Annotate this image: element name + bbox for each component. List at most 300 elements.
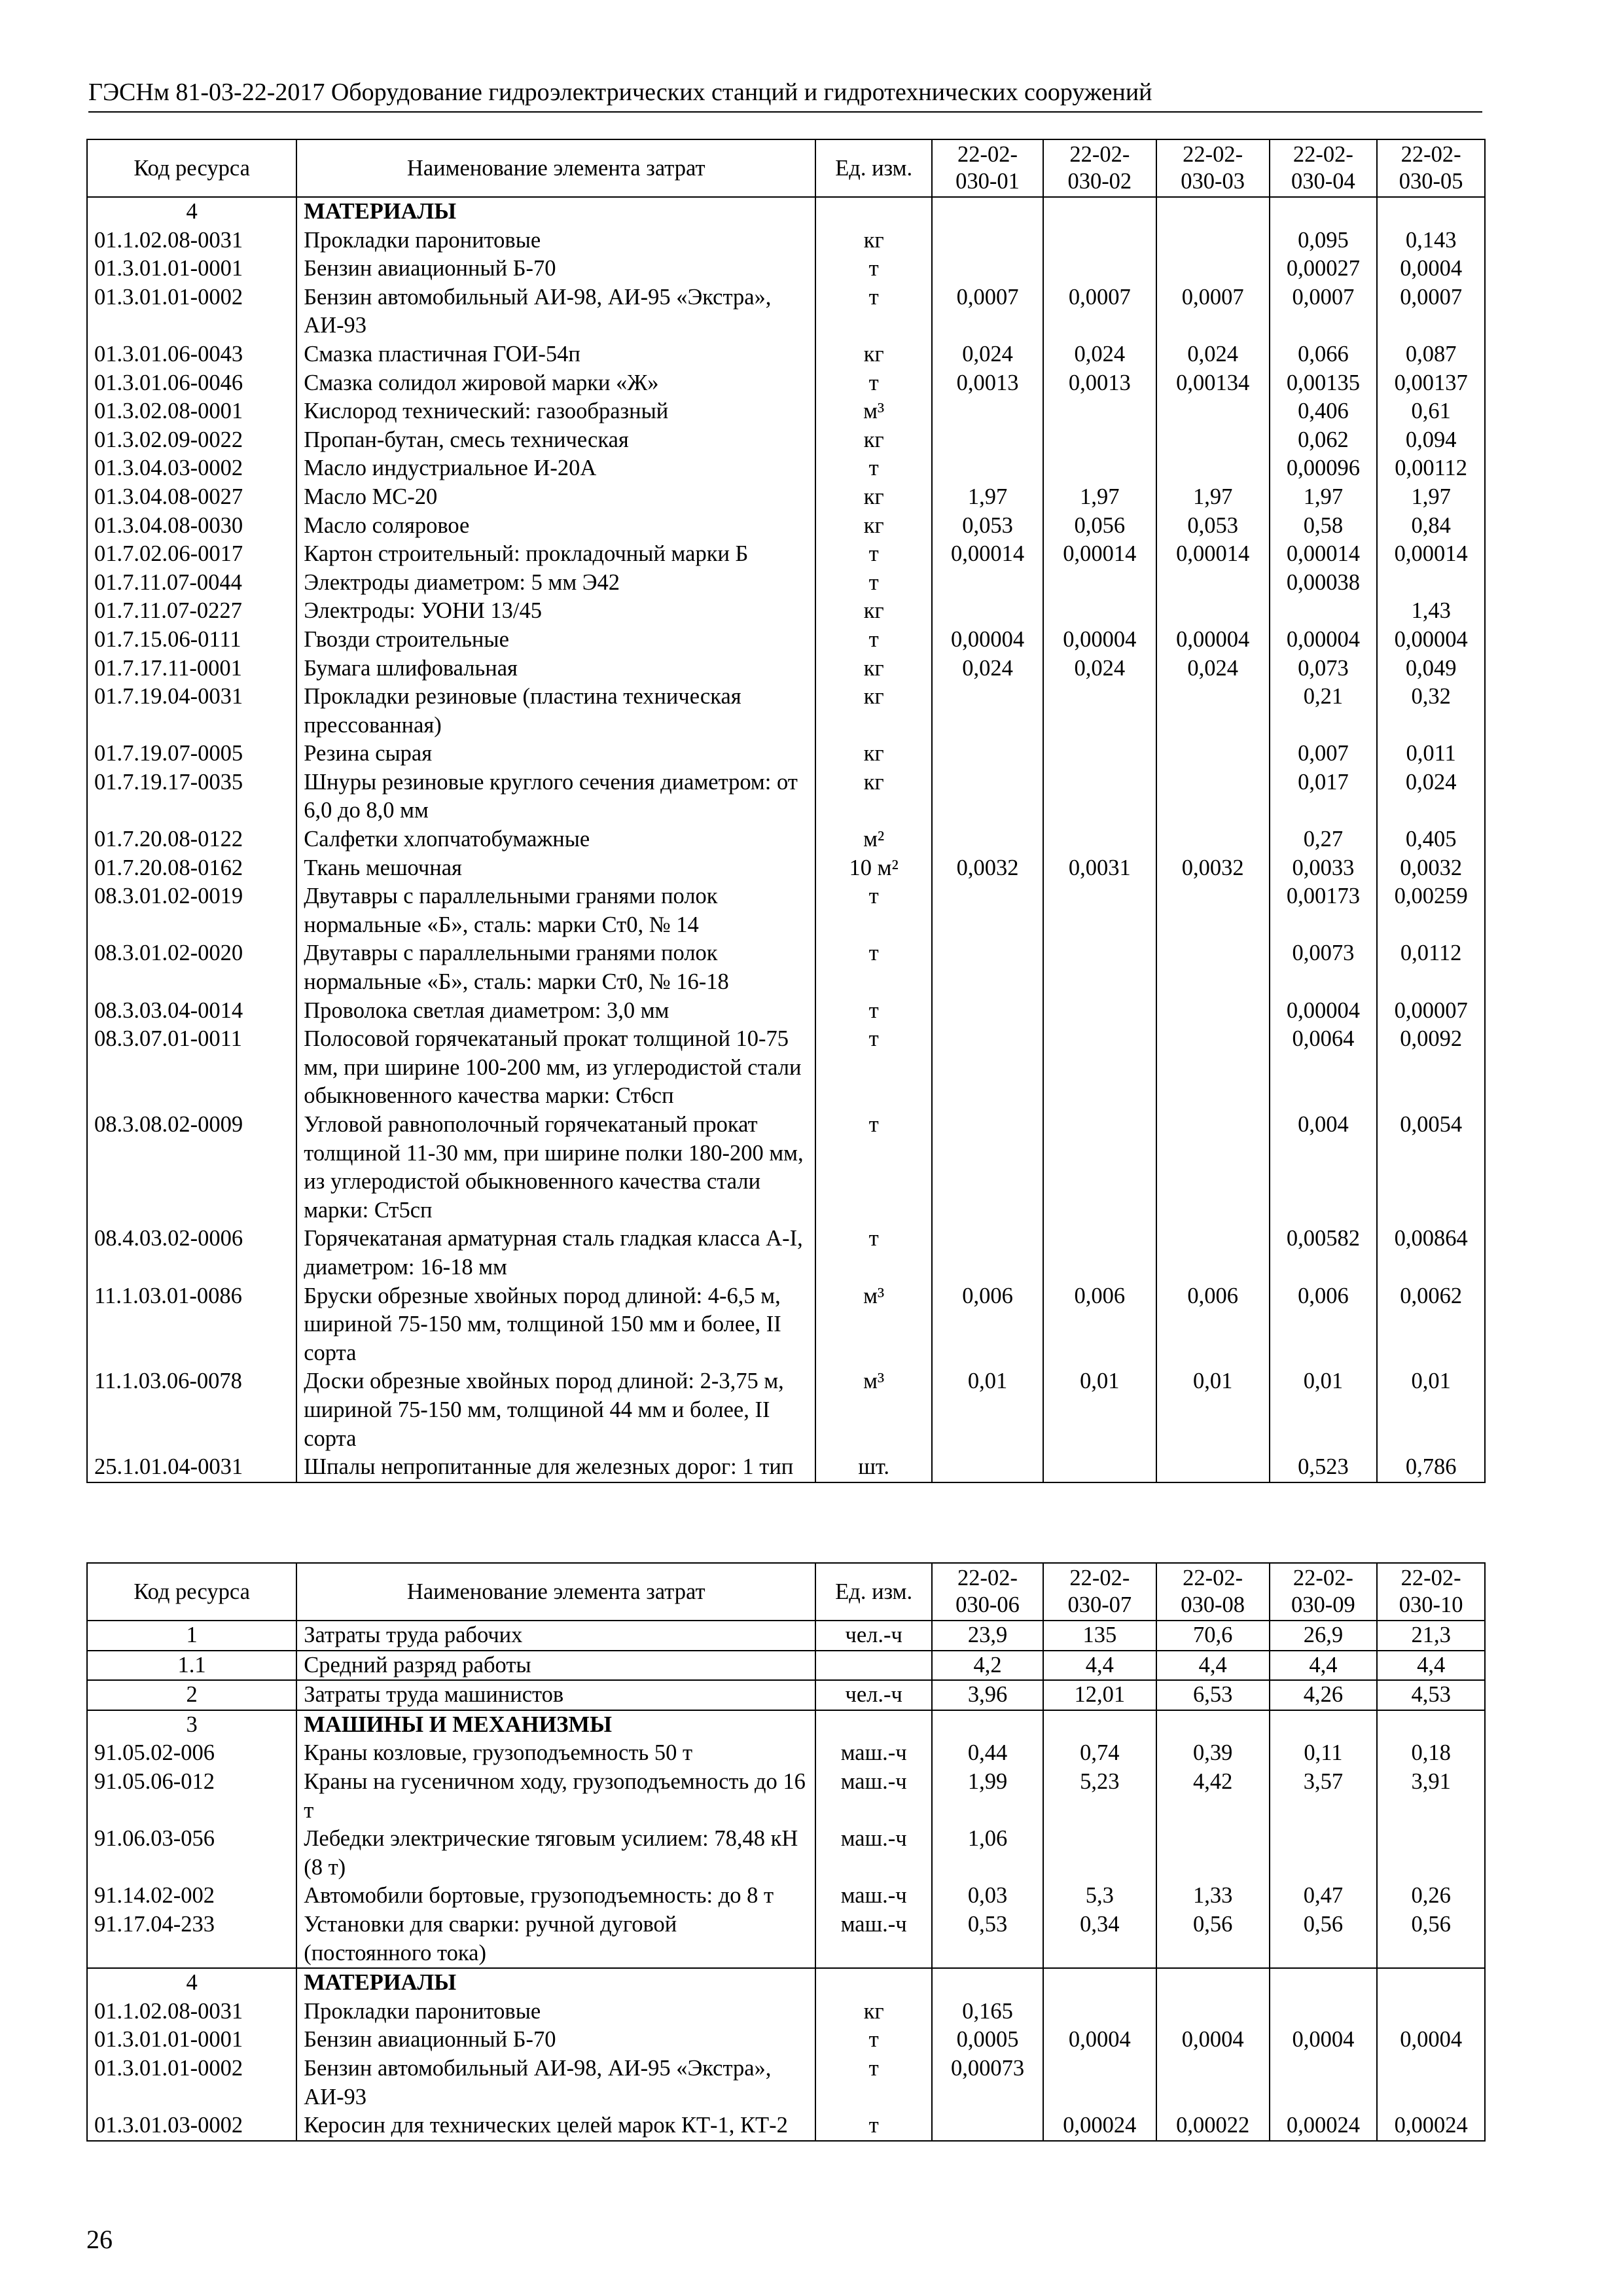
table-row: [87, 655, 1485, 683]
value-cell: 0,0004: [1156, 2026, 1270, 2054]
value-cell: [1043, 397, 1156, 426]
resource-code: 01.7.11.07-0227: [87, 597, 296, 626]
value-cell: 1,97: [932, 483, 1043, 512]
table-row: [87, 1111, 1485, 1225]
value-cell: [1156, 768, 1270, 825]
table-row: [87, 854, 1485, 883]
resource-code: 01.3.04.08-0027: [87, 483, 296, 512]
column-header: Ед. изм.: [815, 1563, 932, 1621]
value-cell: 0,00004: [932, 626, 1043, 655]
resource-name: Прокладки паронитовые: [296, 1998, 815, 2026]
unit-cell: кг: [815, 340, 932, 369]
resource-name: Керосин для технических целей марок КТ-1, КТ-2: [296, 2111, 815, 2141]
value-cell: 0,18: [1377, 1739, 1485, 1768]
value-cell: 0,0062: [1377, 1282, 1485, 1368]
value-cell: [932, 597, 1043, 626]
value-cell: [1156, 2054, 1270, 2111]
table-row: [87, 340, 1485, 369]
unit-cell: т: [815, 283, 932, 340]
resource-code: 01.3.01.01-0002: [87, 283, 296, 340]
value-cell: [1043, 825, 1156, 854]
resource-name: Гвозди строительные: [296, 626, 815, 655]
value-cell: 5,23: [1043, 1768, 1156, 1825]
resource-code: 01.7.20.08-0122: [87, 825, 296, 854]
resource-name: Электроды диаметром: 5 мм Э42: [296, 569, 815, 598]
unit-cell: т: [815, 369, 932, 398]
value-cell: 1,97: [1043, 483, 1156, 512]
unit-cell: т: [815, 540, 932, 569]
resource-name: Двутавры с параллельными гранями полок нормальные «Б», сталь: марки Ст0, № 16-18: [296, 939, 815, 996]
unit-cell: маш.-ч: [815, 1882, 932, 1910]
column-header: 22-02-030-04: [1270, 139, 1378, 197]
table-row: [87, 1825, 1485, 1882]
value-cell: 0,024: [1043, 340, 1156, 369]
value-cell: [1156, 569, 1270, 598]
column-header: 22-02-030-01: [932, 139, 1043, 197]
value-cell: [1270, 597, 1378, 626]
resource-name: Бензин авиационный Б-70: [296, 255, 815, 283]
resource-name: Бензин автомобильный АИ-98, АИ-95 «Экстра», АИ-93: [296, 2054, 815, 2111]
value-cell: 1,97: [1377, 483, 1485, 512]
value-cell: 0,0007: [1377, 283, 1485, 340]
value-cell: [1043, 1025, 1156, 1111]
value-cell: [1270, 1998, 1378, 2026]
value-cell: 0,087: [1377, 340, 1485, 369]
section-row: [87, 1651, 1485, 1681]
value-cell: 0,58: [1270, 512, 1378, 541]
value-cell: [1043, 1998, 1156, 2026]
value-cell: [1377, 2054, 1485, 2111]
value-cell: 0,0054: [1377, 1111, 1485, 1225]
page-number: 26: [86, 2225, 113, 2254]
resource-name: Угловой равнополочный горячекатаный прокат толщиной 11-30 мм, при ширине полки 180-200 мм, из углеродистой обыкновенного качества стали марки: Ст5сп: [296, 1111, 815, 1225]
value-cell: [1043, 454, 1156, 483]
value-cell: [1156, 683, 1270, 740]
value-cell: 0,0032: [932, 854, 1043, 883]
table-row: [87, 2054, 1485, 2111]
column-header: 22-02-030-06: [932, 1563, 1043, 1621]
value-cell: 0,01: [1270, 1367, 1378, 1453]
resource-code: 01.7.15.06-0111: [87, 626, 296, 655]
table-row: [87, 483, 1485, 512]
value-cell: [1043, 1825, 1156, 1882]
value-cell: 1,97: [1156, 483, 1270, 512]
value-cell: 4,53: [1377, 1680, 1485, 1710]
value-cell: 0,066: [1270, 340, 1378, 369]
value-cell: [1377, 1825, 1485, 1882]
table-row: [87, 882, 1485, 939]
value-cell: 0,00014: [1043, 540, 1156, 569]
unit-cell: чел.-ч: [815, 1680, 932, 1710]
value-cell: [1043, 226, 1156, 255]
value-cell: 0,0007: [1156, 283, 1270, 340]
unit-cell: т: [815, 2026, 932, 2054]
resource-name: Смазка пластичная ГОИ-54п: [296, 340, 815, 369]
table-row: [87, 512, 1485, 541]
value-cell: 0,0092: [1377, 1025, 1485, 1111]
value-cell: [932, 1453, 1043, 1482]
value-cell: 0,053: [1156, 512, 1270, 541]
value-cell: [932, 740, 1043, 768]
unit-cell: кг: [815, 512, 932, 541]
resource-name: Смазка солидол жировой марки «Ж»: [296, 369, 815, 398]
resource-name: Шнуры резиновые круглого сечения диаметром: от 6,0 до 8,0 мм: [296, 768, 815, 825]
value-cell: [932, 1968, 1043, 1998]
table-row: [87, 426, 1485, 455]
unit-cell: м³: [815, 397, 932, 426]
value-cell: 0,00173: [1270, 882, 1378, 939]
value-cell: [932, 569, 1043, 598]
resource-code: 08.3.08.02-0009: [87, 1111, 296, 1225]
resource-code: 08.4.03.02-0006: [87, 1225, 296, 1282]
section-row: [87, 1710, 1485, 1740]
value-cell: 0,405: [1377, 825, 1485, 854]
value-cell: 0,27: [1270, 825, 1378, 854]
value-cell: [932, 426, 1043, 455]
value-cell: 0,00112: [1377, 454, 1485, 483]
value-cell: 4,2: [932, 1651, 1043, 1681]
value-cell: [1270, 1710, 1378, 1740]
value-cell: 135: [1043, 1621, 1156, 1651]
resource-name: Электроды: УОНИ 13/45: [296, 597, 815, 626]
resource-code: 01.7.20.08-0162: [87, 854, 296, 883]
column-header: 22-02-030-08: [1156, 1563, 1270, 1621]
value-cell: [1270, 1968, 1378, 1998]
value-cell: [1156, 1025, 1270, 1111]
value-cell: [1156, 1710, 1270, 1740]
value-cell: [1377, 197, 1485, 226]
section-row: [87, 1621, 1485, 1651]
value-cell: 12,01: [1043, 1680, 1156, 1710]
resource-code: 91.17.04-233: [87, 1910, 296, 1968]
table-row: [87, 626, 1485, 655]
value-cell: 0,024: [1377, 768, 1485, 825]
value-cell: [932, 825, 1043, 854]
value-cell: 23,9: [932, 1621, 1043, 1651]
resource-code: 01.7.11.07-0044: [87, 569, 296, 598]
value-cell: 0,0064: [1270, 1025, 1378, 1111]
resource-name: Ткань мешочная: [296, 854, 815, 883]
value-cell: 0,004: [1270, 1111, 1378, 1225]
value-cell: [1270, 1825, 1378, 1882]
value-cell: 0,007: [1270, 740, 1378, 768]
value-cell: 0,165: [932, 1998, 1043, 2026]
value-cell: [1043, 1968, 1156, 1998]
unit-cell: [815, 1968, 932, 1998]
resource-name: Установки для сварки: ручной дуговой (постоянного тока): [296, 1910, 815, 1968]
value-cell: 4,26: [1270, 1680, 1378, 1710]
value-cell: 0,024: [932, 655, 1043, 683]
table-row: [87, 1367, 1485, 1453]
value-cell: 4,4: [1377, 1651, 1485, 1681]
table-row: [87, 997, 1485, 1026]
value-cell: 0,00134: [1156, 369, 1270, 398]
resource-code: 4: [87, 1968, 296, 1998]
value-cell: 0,0004: [1377, 2026, 1485, 2054]
value-cell: 0,01: [1156, 1367, 1270, 1453]
value-cell: 0,26: [1377, 1882, 1485, 1910]
value-cell: [1377, 1998, 1485, 2026]
value-cell: 0,00004: [1270, 997, 1378, 1026]
value-cell: 4,4: [1270, 1651, 1378, 1681]
value-cell: [932, 768, 1043, 825]
value-cell: 0,00014: [1156, 540, 1270, 569]
value-cell: 0,00137: [1377, 369, 1485, 398]
value-cell: [1043, 426, 1156, 455]
value-cell: [1043, 1710, 1156, 1740]
resource-name: Двутавры с параллельными гранями полок нормальные «Б», сталь: марки Ст0, № 14: [296, 882, 815, 939]
value-cell: [1043, 2054, 1156, 2111]
resource-code: 01.7.02.06-0017: [87, 540, 296, 569]
resource-code: 08.3.01.02-0020: [87, 939, 296, 996]
value-cell: 0,74: [1043, 1739, 1156, 1768]
table-row: [87, 1225, 1485, 1282]
unit-cell: т: [815, 569, 932, 598]
value-cell: 0,00582: [1270, 1225, 1378, 1282]
resource-table-2: [86, 1562, 1486, 2142]
value-cell: 0,094: [1377, 426, 1485, 455]
resource-name: Шпалы непропитанные для железных дорог: 1 тип: [296, 1453, 815, 1482]
value-cell: 0,00024: [1377, 2111, 1485, 2141]
resource-name: Бензин авиационный Б-70: [296, 2026, 815, 2054]
table-row: [87, 540, 1485, 569]
resource-name: Салфетки хлопчатобумажные: [296, 825, 815, 854]
section-row: [87, 1680, 1485, 1710]
value-cell: 0,34: [1043, 1910, 1156, 1968]
unit-cell: т: [815, 1225, 932, 1282]
page-header: ГЭСНм 81-03-22-2017 Оборудование гидроэлектрических станций и гидротехнических сооружений: [88, 77, 1482, 113]
table-row: [87, 397, 1485, 426]
value-cell: 0,0033: [1270, 854, 1378, 883]
unit-cell: т: [815, 882, 932, 939]
value-cell: [1156, 397, 1270, 426]
value-cell: 0,00022: [1156, 2111, 1270, 2141]
value-cell: 0,0073: [1270, 939, 1378, 996]
value-cell: 0,024: [1156, 655, 1270, 683]
value-cell: [1377, 1968, 1485, 1998]
table-row: [87, 255, 1485, 283]
table-row: [87, 2026, 1485, 2054]
resource-code: 91.05.02-006: [87, 1739, 296, 1768]
resource-code: 08.3.03.04-0014: [87, 997, 296, 1026]
unit-cell: т: [815, 939, 932, 996]
value-cell: 0,006: [1270, 1282, 1378, 1368]
table-row: [87, 369, 1485, 398]
value-cell: 0,11: [1270, 1739, 1378, 1768]
value-cell: [1377, 569, 1485, 598]
resource-name: Бензин автомобильный АИ-98, АИ-95 «Экстра», АИ-93: [296, 283, 815, 340]
resource-code: 01.3.02.09-0022: [87, 426, 296, 455]
column-header: Наименование элемента затрат: [296, 139, 815, 197]
resource-name: Масло индустриальное И-20А: [296, 454, 815, 483]
value-cell: 0,0007: [932, 283, 1043, 340]
unit-cell: кг: [815, 740, 932, 768]
resource-name: Проволока светлая диаметром: 3,0 мм: [296, 997, 815, 1026]
value-cell: [1043, 197, 1156, 226]
value-cell: 1,43: [1377, 597, 1485, 626]
resource-name: Кислород технический: газообразный: [296, 397, 815, 426]
value-cell: [1043, 255, 1156, 283]
value-cell: [932, 997, 1043, 1026]
value-cell: 0,056: [1043, 512, 1156, 541]
value-cell: 0,32: [1377, 683, 1485, 740]
unit-cell: маш.-ч: [815, 1739, 932, 1768]
value-cell: 0,00004: [1043, 626, 1156, 655]
table-row: [87, 1768, 1485, 1825]
value-cell: 0,39: [1156, 1739, 1270, 1768]
value-cell: 4,4: [1043, 1651, 1156, 1681]
resource-name: Картон строительный: прокладочный марки Б: [296, 540, 815, 569]
unit-cell: т: [815, 1111, 932, 1225]
resource-name: Доски обрезные хвойных пород длиной: 2-3,75 м, шириной 75-150 мм, толщиной 44 мм и более, II сорта: [296, 1367, 815, 1453]
resource-code: 08.3.01.02-0019: [87, 882, 296, 939]
value-cell: [1156, 1968, 1270, 1998]
value-cell: [1156, 226, 1270, 255]
resource-name: МАТЕРИАЛЫ: [296, 1968, 815, 1998]
unit-cell: т: [815, 2054, 932, 2111]
unit-cell: маш.-ч: [815, 1825, 932, 1882]
value-cell: 0,00004: [1156, 626, 1270, 655]
value-cell: 0,00024: [1270, 2111, 1378, 2141]
unit-cell: м²: [815, 825, 932, 854]
column-header: 22-02-030-07: [1043, 1563, 1156, 1621]
value-cell: [1156, 939, 1270, 996]
value-cell: 0,00014: [1377, 540, 1485, 569]
value-cell: 0,049: [1377, 655, 1485, 683]
value-cell: 0,053: [932, 512, 1043, 541]
resource-code: 01.3.01.01-0002: [87, 2054, 296, 2111]
value-cell: [1156, 255, 1270, 283]
value-cell: 0,47: [1270, 1882, 1378, 1910]
value-cell: 0,00038: [1270, 569, 1378, 598]
unit-cell: м³: [815, 1367, 932, 1453]
column-header: Наименование элемента затрат: [296, 1563, 815, 1621]
value-cell: 0,56: [1377, 1910, 1485, 1968]
table-row: [87, 1910, 1485, 1968]
column-header: Ед. изм.: [815, 139, 932, 197]
unit-cell: м³: [815, 1282, 932, 1368]
value-cell: 0,03: [932, 1882, 1043, 1910]
table-row: [87, 226, 1485, 255]
value-cell: [1156, 1825, 1270, 1882]
value-cell: 4,42: [1156, 1768, 1270, 1825]
value-cell: [1270, 197, 1378, 226]
unit-cell: маш.-ч: [815, 1768, 932, 1825]
unit-cell: кг: [815, 597, 932, 626]
value-cell: [932, 1710, 1043, 1740]
value-cell: [932, 397, 1043, 426]
value-cell: [932, 454, 1043, 483]
value-cell: 6,53: [1156, 1680, 1270, 1710]
value-cell: 0,00014: [1270, 540, 1378, 569]
value-cell: 0,00073: [932, 2054, 1043, 2111]
value-cell: [1043, 768, 1156, 825]
table-row: [87, 1739, 1485, 1768]
value-cell: [1156, 1111, 1270, 1225]
column-header: Код ресурса: [87, 1563, 296, 1621]
value-cell: 0,53: [932, 1910, 1043, 1968]
resource-code: 01.7.19.04-0031: [87, 683, 296, 740]
table-header-row: [87, 139, 1485, 197]
value-cell: 3,96: [932, 1680, 1043, 1710]
value-cell: 0,073: [1270, 655, 1378, 683]
resource-name: Затраты труда машинистов: [296, 1680, 815, 1710]
value-cell: [1043, 1111, 1156, 1225]
unit-cell: т: [815, 1025, 932, 1111]
column-header: 22-02-030-02: [1043, 139, 1156, 197]
value-cell: 0,01: [932, 1367, 1043, 1453]
value-cell: 0,523: [1270, 1453, 1378, 1482]
unit-cell: шт.: [815, 1453, 932, 1482]
value-cell: 0,406: [1270, 397, 1378, 426]
value-cell: [1043, 569, 1156, 598]
value-cell: 1,97: [1270, 483, 1378, 512]
value-cell: 1,99: [932, 1768, 1043, 1825]
value-cell: [932, 226, 1043, 255]
value-cell: [932, 1111, 1043, 1225]
resource-name: Горячекатаная арматурная сталь гладкая класса А-I, диаметром: 16-18 мм: [296, 1225, 815, 1282]
resource-name: Средний разряд работы: [296, 1651, 815, 1681]
value-cell: [1043, 597, 1156, 626]
value-cell: [932, 255, 1043, 283]
value-cell: 0,024: [1043, 655, 1156, 683]
value-cell: 26,9: [1270, 1621, 1378, 1651]
table-row: [87, 1282, 1485, 1368]
resource-code: 3: [87, 1710, 296, 1740]
value-cell: 1,33: [1156, 1882, 1270, 1910]
resource-code: 91.06.03-056: [87, 1825, 296, 1882]
unit-cell: т: [815, 454, 932, 483]
resource-code: 91.14.02-002: [87, 1882, 296, 1910]
value-cell: [1156, 997, 1270, 1026]
table-row: [87, 740, 1485, 768]
value-cell: [1043, 882, 1156, 939]
value-cell: 3,91: [1377, 1768, 1485, 1825]
resource-name: МАТЕРИАЛЫ: [296, 197, 815, 226]
resource-code: 01.3.01.06-0043: [87, 340, 296, 369]
unit-cell: кг: [815, 226, 932, 255]
value-cell: 0,21: [1270, 683, 1378, 740]
value-cell: 0,01: [1377, 1367, 1485, 1453]
unit-cell: кг: [815, 1998, 932, 2026]
value-cell: 0,00864: [1377, 1225, 1485, 1282]
value-cell: [1156, 825, 1270, 854]
unit-cell: 10 м²: [815, 854, 932, 883]
resource-code: 01.3.01.03-0002: [87, 2111, 296, 2141]
resource-name: Бруски обрезные хвойных пород длиной: 4-6,5 м, шириной 75-150 мм, толщиной 150 мм и более, II сорта: [296, 1282, 815, 1368]
value-cell: [1043, 1453, 1156, 1482]
unit-cell: маш.-ч: [815, 1910, 932, 1968]
value-cell: 0,84: [1377, 512, 1485, 541]
value-cell: 0,786: [1377, 1453, 1485, 1482]
value-cell: 1,06: [932, 1825, 1043, 1882]
resource-name: Лебедки электрические тяговым усилием: 78,48 кН (8 т): [296, 1825, 815, 1882]
value-cell: [1043, 997, 1156, 1026]
resource-code: 91.05.06-012: [87, 1768, 296, 1825]
value-cell: [1377, 1710, 1485, 1740]
value-cell: 0,00027: [1270, 255, 1378, 283]
resource-name: Резина сырая: [296, 740, 815, 768]
resource-code: 01.3.04.08-0030: [87, 512, 296, 541]
value-cell: 0,00007: [1377, 997, 1485, 1026]
value-cell: [1270, 2054, 1378, 2111]
value-cell: 0,00259: [1377, 882, 1485, 939]
value-cell: [932, 683, 1043, 740]
value-cell: [1156, 1453, 1270, 1482]
value-cell: 0,00024: [1043, 2111, 1156, 2141]
value-cell: 0,00004: [1377, 626, 1485, 655]
value-cell: 0,006: [1043, 1282, 1156, 1368]
